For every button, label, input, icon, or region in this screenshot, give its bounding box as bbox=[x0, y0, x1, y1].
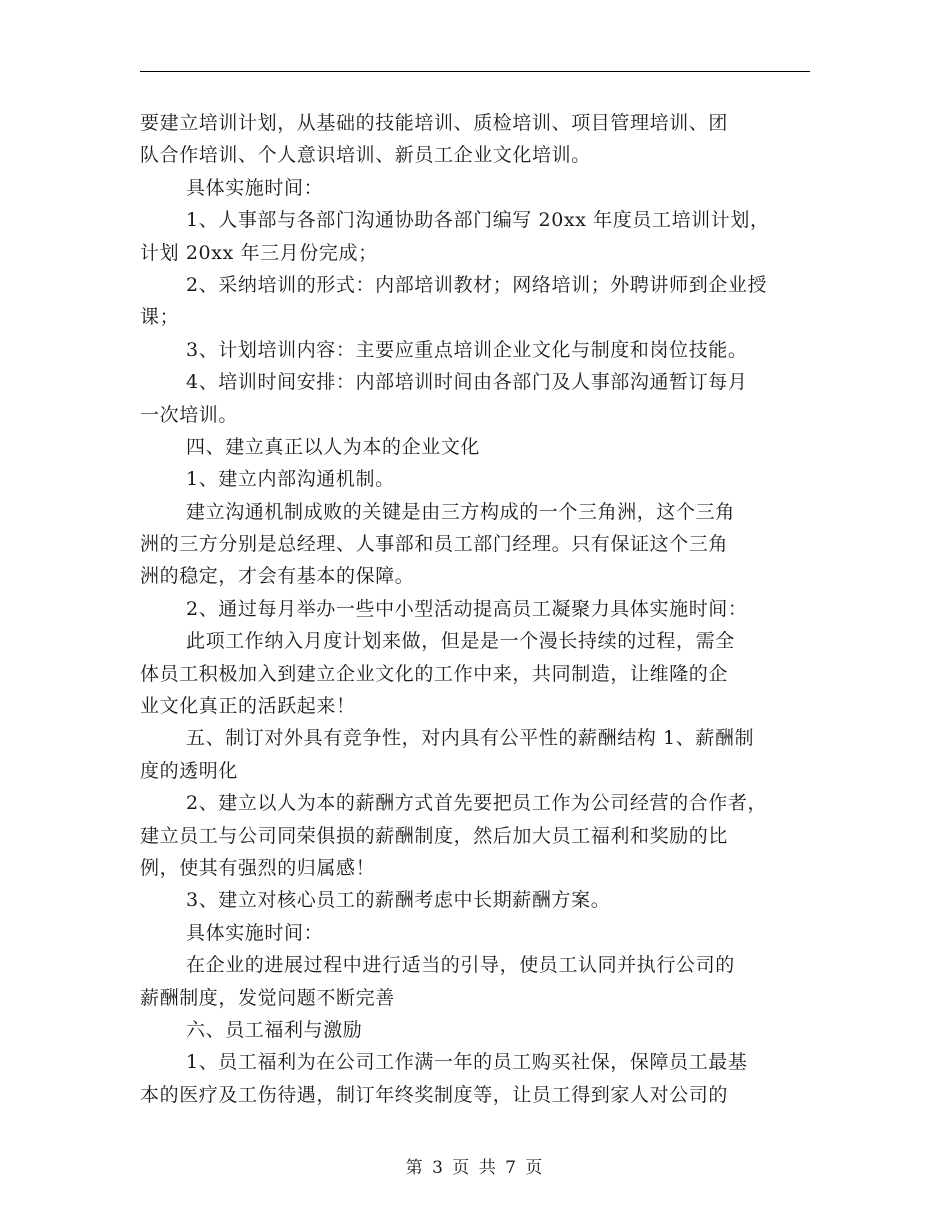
text-line: 1、人事部与各部门沟通协助各部门编写 20xx 年度员工培训计划， bbox=[186, 209, 770, 232]
text-line: 具体实施时间： bbox=[186, 921, 324, 944]
text-line: 要建立培训计划，从基础的技能培训、质检培训、项目管理培训、团 bbox=[140, 112, 729, 134]
text-line: 3、建立对核心员工的薪酬考虑中长期薪酬方案。 bbox=[186, 889, 611, 912]
text-line: 例，使其有强烈的归属感！ bbox=[140, 856, 376, 879]
text-line: 四、建立真正以人为本的企业文化 bbox=[186, 435, 481, 458]
text-line: 薪酬制度，发觉问题不断完善 bbox=[140, 986, 395, 1009]
text-line: 体员工积极加入到建立企业文化的工作中来，共同制造，让维隆的企 bbox=[140, 662, 729, 685]
text-line: 本的医疗及工伤待遇，制订年终奖制度等，让员工得到家人对公司的 bbox=[140, 1083, 729, 1106]
text-line: 2、通过每月举办一些中小型活动提高员工凝聚力具体实施时间： bbox=[186, 597, 748, 620]
text-line: 五、制订对外具有竞争性，对内具有公平性的薪酬结构 1、薪酬制 bbox=[186, 727, 755, 750]
text-line: 业文化真正的活跃起来！ bbox=[140, 695, 356, 718]
text-line: 2、采纳培训的形式：内部培训教材；网络培训；外聘讲师到企业授 bbox=[186, 273, 768, 296]
text-line: 1、建立内部沟通机制。 bbox=[186, 468, 395, 491]
text-line: 课； bbox=[140, 306, 180, 329]
page-number-footer: 第 3 页 共 7 页 bbox=[405, 1158, 545, 1178]
text-line: 具体实施时间： bbox=[186, 176, 324, 199]
text-line: 3、计划培训内容：主要应重点培训企业文化与制度和岗位技能。 bbox=[186, 338, 748, 361]
text-line: 建立沟通机制成败的关键是由三方构成的一个三角洲，这个三角 bbox=[186, 500, 735, 523]
text-line: 一次培训。 bbox=[140, 403, 239, 426]
text-line: 度的透明化 bbox=[140, 759, 239, 782]
document-body bbox=[140, 107, 810, 1111]
header-rule bbox=[140, 71, 810, 72]
text-line: 在企业的进展过程中进行适当的引导，使员工认同并执行公司的 bbox=[186, 954, 735, 977]
text-line: 六、员工福利与激励 bbox=[186, 1018, 363, 1041]
text-line: 4、培训时间安排：内部培训时间由各部门及人事部沟通暂订每月 bbox=[186, 371, 748, 394]
text-line: 建立员工与公司同荣俱损的薪酬制度，然后加大员工福利和奖励的比 bbox=[140, 824, 729, 847]
text-line: 1、员工福利为在公司工作满一年的员工购买社保，保障员工最基 bbox=[186, 1051, 748, 1074]
text-line: 此项工作纳入月度计划来做，但是是一个漫长持续的过程，需全 bbox=[186, 630, 735, 653]
text-line: 队合作培训、个人意识培训、新员工企业文化培训。 bbox=[140, 144, 591, 167]
text-line: 2、建立以人为本的薪酬方式首先要把员工作为公司经营的合作者， bbox=[186, 792, 768, 815]
text-line: 洲的稳定，才会有基本的保障。 bbox=[140, 565, 415, 588]
text-line: 计划 20xx 年三月份完成； bbox=[140, 241, 378, 264]
text-line: 洲的三方分别是总经理、人事部和员工部门经理。只有保证这个三角 bbox=[140, 533, 729, 556]
